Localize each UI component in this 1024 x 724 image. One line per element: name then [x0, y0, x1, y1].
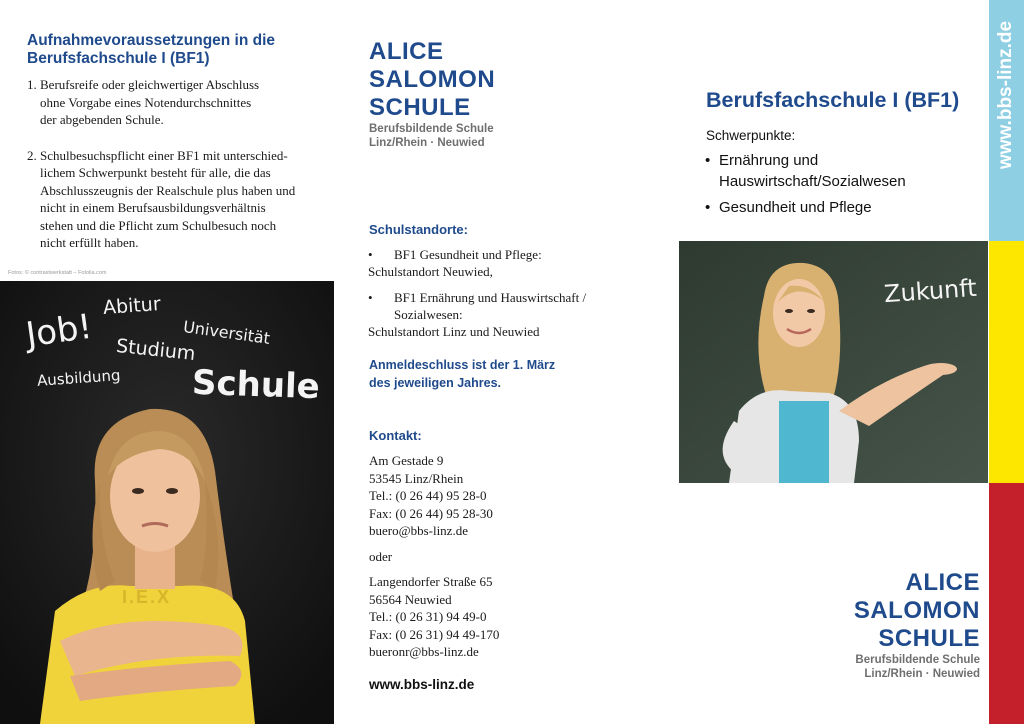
phone-linz: Tel.: (0 26 44) 95 28-0 [369, 488, 487, 503]
shirt-text: I.E.X [122, 587, 172, 607]
deadline-line: Anmeldeschluss ist der 1. März [369, 358, 556, 372]
standorte-list [368, 246, 618, 340]
bf1-title: Berufsfachschule I (BF1) [706, 88, 960, 112]
left-heading [27, 32, 327, 68]
requirement-text [40, 76, 327, 129]
logo-line: SALOMON [369, 66, 496, 93]
logo-line: SCHULE [369, 94, 471, 121]
focus-list [705, 150, 906, 218]
email-linz[interactable]: buero@bbs-linz.de [369, 523, 468, 538]
logo-line: SALOMON [853, 597, 980, 624]
chalk-word: Ausbildung [36, 366, 122, 390]
school-logo-top [369, 38, 495, 150]
standort-item [368, 246, 618, 280]
bullet-icon: • [705, 199, 711, 216]
standort-item [368, 289, 618, 340]
chalk-word: Zukunft [883, 273, 978, 309]
requirement-item [27, 76, 327, 129]
requirement-line: stehen und die Pflicht zum Schulbesuch noch [40, 217, 277, 233]
logo-line: ALICE [369, 38, 444, 65]
requirements-list [27, 76, 327, 252]
color-bar-red [989, 483, 1024, 724]
chalk-word: Schule [191, 362, 321, 408]
address-linz [369, 452, 499, 540]
focus-item [705, 197, 906, 218]
requirement-line: nicht erfüllt haben. [40, 235, 139, 250]
photo-credit: Fotos: © contrastwerkstatt – Fotolia.com [8, 270, 107, 276]
requirement-line: lichem Schwerpunkt besteht für alle, die das [40, 165, 271, 180]
logo-line: ALICE [905, 569, 980, 596]
contact-line: 53545 Linz/Rhein [369, 470, 464, 486]
logo-subtitle: Linz/Rhein · Neuwied [369, 137, 485, 149]
email-neuwied[interactable]: bueronr@bbs-linz.de [369, 644, 479, 659]
oder-text: oder [369, 548, 393, 564]
requirement-line: nicht in einem Berufsausbildungsverhältnis [40, 200, 266, 215]
kontakt-heading: Kontakt: [369, 428, 422, 443]
schwerpunkte-label: Schwerpunkte: [706, 128, 796, 143]
vertical-website-link[interactable]: www.bbs-linz.de [995, 20, 1016, 170]
requirement-line: der abgebenden Schule. [40, 112, 164, 127]
standort-line: BF1 Ernährung und Hauswirtschaft / [394, 290, 587, 305]
requirement-number: 1. [27, 77, 37, 92]
website-link[interactable]: www.bbs-linz.de [369, 677, 475, 692]
chalk-word: Job! [23, 306, 95, 356]
left-heading-line: Aufnahmevoraussetzungen in die [27, 32, 276, 49]
chalk-word: Studium [115, 334, 197, 366]
bullet-icon: • [368, 247, 373, 262]
standort-line: Schulstandort Linz und Neuwied [368, 324, 540, 339]
contact-line: Am Gestade 9 [369, 453, 444, 468]
color-bar-yellow [989, 241, 1024, 483]
fax-neuwied: Fax: (0 26 31) 94 49-170 [369, 626, 500, 642]
phone-neuwied: Tel.: (0 26 31) 94 49-0 [369, 609, 487, 624]
address-neuwied [369, 573, 499, 661]
deadline-line: des jeweiligen Jahres. [369, 375, 502, 390]
chalk-word: Universität [182, 317, 272, 348]
requirement-line: ohne Vorgabe eines Notendurchschnittes [40, 94, 252, 110]
standorte-heading: Schulstandorte: [369, 222, 468, 237]
school-logo-bottom [820, 569, 980, 681]
contact-line: 56564 Neuwied [369, 591, 452, 607]
contact-line: Langendorfer Straße 65 [369, 574, 493, 589]
focus-line: Ernährung und [719, 152, 819, 169]
logo-subtitle: Berufsbildende Schule [369, 123, 494, 135]
bullet-icon: • [368, 290, 373, 305]
contact-block [369, 452, 499, 661]
focus-item [705, 150, 906, 192]
left-heading-line: Berufsfachschule I (BF1) [27, 50, 210, 67]
chalkboard-photo-right [679, 241, 988, 483]
focus-line: Gesundheit und Pflege [719, 199, 872, 216]
fax-linz: Fax: (0 26 44) 95 28-30 [369, 505, 493, 521]
logo-subtitle: Berufsbildende Schule [855, 654, 980, 666]
standort-line: Sozialwesen: [394, 307, 463, 322]
chalkboard-photo-left [0, 281, 334, 724]
requirement-item [27, 147, 327, 252]
chalk-word: Abitur [102, 293, 162, 319]
focus-line: Hauswirtschaft/Sozialwesen [719, 173, 906, 190]
bullet-icon: • [705, 152, 711, 169]
standort-line: Schulstandort Neuwied, [368, 264, 493, 279]
requirement-line: Abschlusszeugnis der Realschule plus haben und [40, 182, 296, 198]
requirement-number: 2. [27, 147, 37, 163]
requirement-line: Schulbesuchspflicht einer BF1 mit unterschied- [40, 147, 288, 163]
logo-subtitle: Linz/Rhein · Neuwied [864, 668, 980, 680]
requirement-line: Berufsreife oder gleichwertiger Abschluss [40, 77, 260, 92]
requirement-text [40, 147, 327, 252]
registration-deadline [369, 357, 555, 392]
logo-line: SCHULE [878, 625, 980, 652]
standort-line: BF1 Gesundheit und Pflege: [394, 247, 542, 262]
